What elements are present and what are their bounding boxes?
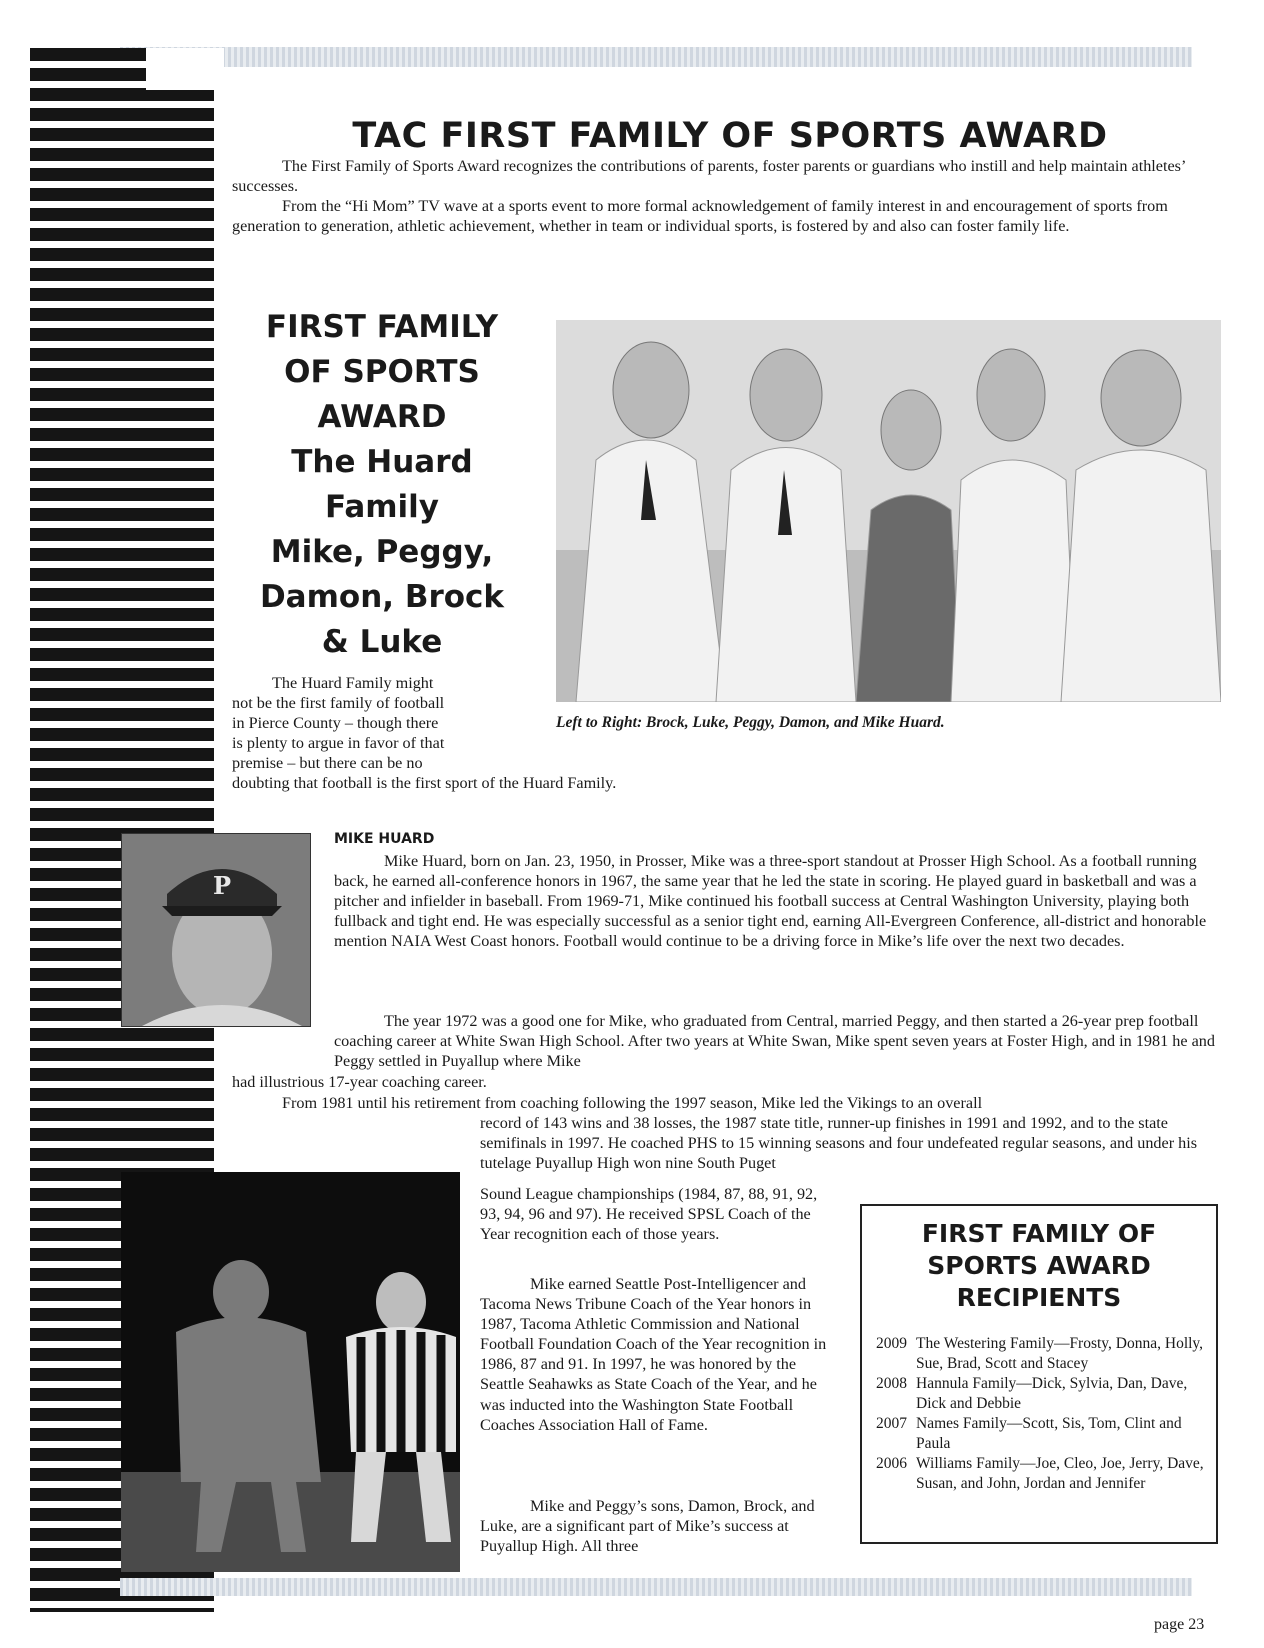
body-paragraph: Sound League championships (1984, 87, 88, 91, 92, 93, 94, 96 and 97). He received SPSL Coach of the Year recognition each of those years. [480, 1185, 818, 1244]
recipient-name: The Westering Family—Frosty, Donna, Holly, Sue, Brad, Scott and Stacey [916, 1335, 1204, 1372]
body-paragraph: Mike Huard, born on Jan. 23, 1950, in Prosser, Mike was a three-sport standout at Prosser High School. As a football running back, he earned all-conference honors in 1967, the same year that he led the state in scoring. He played guard in basketball and was a pitcher and infielder in baseball. From 1969-71, Mike continued his football success at Central Washington University, playing both fullback and tight end. He was especially successful as a senior tight end, earning All-Evergreen Conference, all-district and honorable mention NAIA West Coast honors. Football would continue to be a driving force in Mike’s life over the next two decades. [334, 852, 1207, 951]
family-photo-illustration [556, 320, 1221, 702]
award-heading [232, 305, 532, 665]
page-number: page 23 [1154, 1616, 1205, 1633]
heading-line: Family [324, 489, 440, 525]
lead-line: doubting that football is the first sport of the Huard Family. [232, 774, 617, 792]
recipient-year: 2009 [876, 1335, 907, 1352]
recipient-year: 2006 [876, 1455, 907, 1472]
cap-letter: P [212, 871, 232, 900]
lead-paragraph [232, 673, 732, 793]
recipients-heading [862, 1218, 1216, 1314]
body-paragraph: record of 143 wins and 38 losses, the 1987 state title, runner-up finishes in 1991 and 1992, and to the state semifinals in 1997. He coached PHS to 15 winning seasons and four undefeated regular seasons, and under his tutelage Puyallup High won nine South Puget [480, 1114, 1198, 1173]
heading-line: OF SPORTS [284, 354, 480, 390]
heading-line: & Luke [321, 624, 443, 660]
recipient-name: Williams Family—Joe, Cleo, Joe, Jerry, Dave, Susan, and John, Jordan and Jennifer [916, 1455, 1204, 1492]
lead-line: is plenty to argue in favor of that [232, 734, 445, 752]
portrait-illustration [122, 834, 310, 1026]
body-paragraph: Mike earned Seattle Post-Intelligencer and Tacoma News Tribune Coach of the Year honors in 1987, Tacoma Athletic Commission and National Football Foundation Coach of the Year recognition in 1986, 87 and 91. In 1997, he was honored by the Seattle Seahawks as State Coach of the Year, and he was inducted into the Washington State Football Coaches Association Hall of Fame. [480, 1275, 827, 1434]
heading-line: AWARD [317, 399, 447, 435]
heading-line: FIRST FAMILY [265, 309, 499, 345]
recipient-item [876, 1414, 1206, 1454]
lead-line: in Pierce County – though there [232, 714, 439, 732]
top-decorative-band [120, 47, 1192, 67]
game-photo-illustration [121, 1172, 460, 1572]
section-heading-mike-huard: MIKE HUARD [334, 831, 435, 847]
intro-paragraph: The First Family of Sports Award recognizes the contributions of parents, foster parents or guardians who instill and help maintain athletes’ successes. [232, 157, 1186, 195]
lead-line: premise – but there can be no [232, 754, 423, 772]
intro-paragraph: From the “Hi Mom” TV wave at a sports event to more formal acknowledgement of family interest in and encouragement of sports from generation to generation, athletic achievement, whether in team or individual sports, is fostered by and also can foster family life. [232, 197, 1168, 235]
recipient-name: Hannula Family—Dick, Sylvia, Dan, Dave, Dick and Debbie [916, 1375, 1188, 1412]
body-paragraph: had illustrious 17-year coaching career. [232, 1073, 487, 1091]
recipient-name: Names Family—Scott, Sis, Tom, Clint and Paula [916, 1415, 1182, 1452]
recipient-item [876, 1374, 1206, 1414]
recipient-item [876, 1334, 1206, 1374]
recipients-heading-line: SPORTS AWARD [927, 1251, 1151, 1280]
recipient-item [876, 1454, 1206, 1494]
game-sideline-photo [121, 1172, 460, 1572]
stripe-notch [146, 48, 214, 90]
recipient-year: 2008 [876, 1375, 907, 1392]
recipients-heading-line: FIRST FAMILY OF [921, 1219, 1157, 1248]
lead-line: not be the first family of football [232, 694, 445, 712]
photo-caption: Left to Right: Brock, Luke, Peggy, Damon, and Mike Huard. [556, 714, 945, 731]
lead-line: The Huard Family might [272, 674, 434, 692]
body-paragraph: Mike and Peggy’s sons, Damon, Brock, and Luke, are a significant part of Mike’s success at Puyallup High. All three [480, 1497, 815, 1556]
recipients-list [876, 1334, 1206, 1494]
heading-line: The Huard [291, 444, 473, 480]
body-paragraph: From 1981 until his retirement from coaching following the 1997 season, Mike led the Vikings to an overall [282, 1094, 983, 1112]
heading-line: Damon, Brock [259, 579, 505, 615]
mike-huard-portrait [121, 833, 311, 1027]
bottom-decorative-band [120, 1578, 1192, 1596]
recipients-box [860, 1204, 1218, 1544]
recipients-heading-line: RECIPIENTS [956, 1283, 1122, 1312]
heading-line: Mike, Peggy, [270, 534, 494, 570]
page-title: TAC FIRST FAMILY OF SPORTS AWARD [352, 116, 1108, 156]
body-paragraph: The year 1972 was a good one for Mike, who graduated from Central, married Peggy, and then started a 26-year prep football coaching career at White Swan High School. After two years at White Swan, Mike spent seven years at Foster High, and in 1981 he and Peggy settled in Puyallup where Mike [334, 1012, 1215, 1071]
family-photo [556, 320, 1221, 702]
intro-text [232, 156, 1197, 236]
recipient-year: 2007 [876, 1415, 907, 1432]
